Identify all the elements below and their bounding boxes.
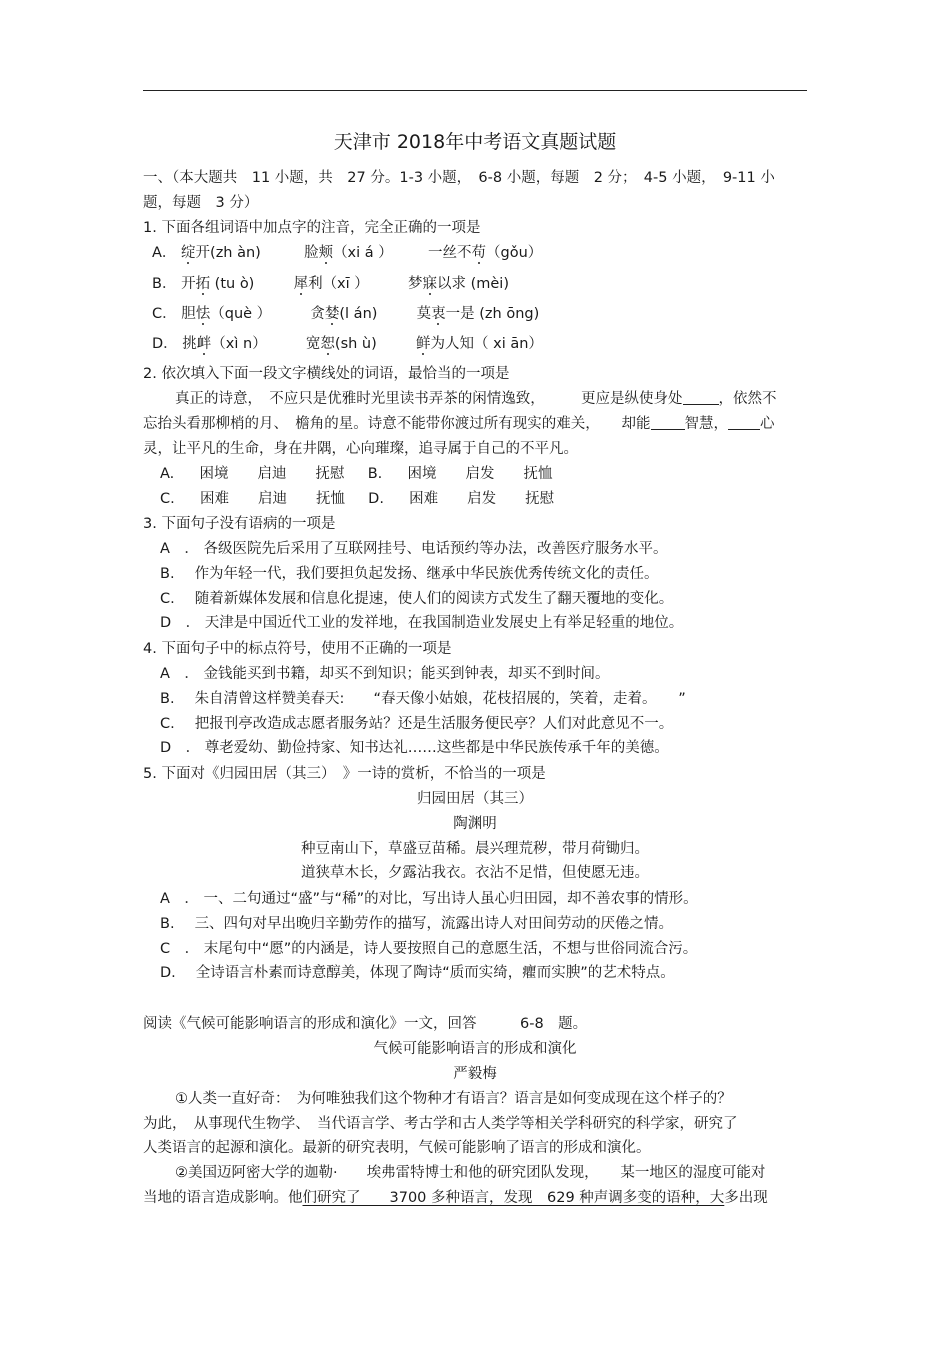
option-letter: A ． [160, 891, 199, 907]
passage-text: 多出现 [724, 1190, 768, 1206]
question-4-stem: 4. 下面句子中的标点符号，使用不正确的一项是 [143, 641, 452, 657]
poem-title: 归园田居（其三） [417, 791, 533, 807]
option-text: 一、二句通过“盛”与“稀”的对比，写出诗人虽心归田园，却不善农事的情形。 [203, 891, 698, 907]
q3-option-b [160, 564, 659, 584]
dotted-char: 犀 [293, 276, 309, 292]
dotted-char: 鲜 [416, 336, 431, 352]
q1-option-a [152, 243, 542, 263]
word-text: 贪 [310, 306, 325, 322]
option-text: 天津是中国近代工业的发祥地，在我国制造业发展史上有举足轻重的地位。 [204, 615, 684, 631]
option-letter: C. [160, 716, 175, 732]
option-text: 尊老爱幼、勤俭持家、知书达礼……这些都是中华民族传承千年的美德。 [204, 740, 669, 756]
option-text: 各级医院先后采用了互联网挂号、电话预约等办法，改善医疗服务水平。 [203, 541, 668, 557]
option-text: 把报刊亭改造成志愿者服务站？还是生活服务便民亭？人们对此意见不一。 [194, 716, 674, 732]
option-letter: D. [160, 965, 176, 981]
word-text: (l án) [339, 306, 378, 322]
option-text: 全诗语言朴素而诗意醇美，体现了陶诗“质而实绮，癯而实腴”的艺术特点。 [195, 965, 675, 981]
passage-text: 当地的语言造成影响。他 [143, 1190, 303, 1206]
option-letter: C． [152, 306, 177, 322]
q4-option-a [160, 664, 610, 684]
passage-text: 智慧， [684, 416, 728, 432]
poem-line-2: 道狭草木长，夕露沾我衣。衣沾不足惜，但使愿无违。 [301, 865, 649, 881]
word-text: (tu ò) [210, 276, 255, 292]
q5-option-a [160, 889, 698, 909]
option-letter: D ． [160, 740, 201, 756]
q3-option-c [160, 589, 673, 609]
option-letter: A． [152, 245, 177, 261]
q1-option-b [152, 274, 509, 294]
q1-option-d [152, 334, 543, 354]
q3-option-d [160, 613, 683, 633]
option-text: 作为年轻一代，我们要担负起发扬、继承中华民族优秀传统文化的责任。 [194, 566, 659, 582]
option-letter: A ． [160, 541, 199, 557]
fill-blank [683, 390, 719, 405]
option-text: 随着新媒体发展和信息化提速，使人们的阅读方式发生了翻天覆地的变化。 [194, 591, 674, 607]
dotted-char: 拓 [195, 276, 211, 292]
word-text: 莫 [416, 306, 432, 322]
article-para-1-line-3: 人类语言的起源和演化。最新的研究表明，气候可能影响了语言的形成和演化。 [143, 1140, 651, 1156]
word-text: 胆 [181, 306, 196, 322]
option-letter: B. [160, 566, 175, 582]
option-text: 末尾句中“愿”的内涵是，诗人要按照自己的意愿生活，不想与世俗同流合污。 [203, 941, 698, 957]
page-title: 天津市 2018年中考语文真题试题 [333, 131, 617, 153]
option-text: 朱自清曾这样赞美春天: “春天像小姑娘，花枝招展的，笑着，走着。 ” [194, 691, 686, 707]
passage-text: 真正的诗意， 不应只是优雅时光里读书弄茶的闲情逸致， 更应是纵使身处 [175, 391, 683, 407]
fill-blank [651, 415, 685, 430]
section-header: 一、（本大题共 11 小题，共 27 分。1-3 小题， 6-8 小题，每题 2 分； 4-5 小题， 9-11 小 [143, 170, 775, 186]
passage-text: ，依然不 [718, 391, 777, 407]
article-para-1-line-2: 为此， 从事现代生物学、 当代语言学、考古学和古人类学等相关学科研究的科学家，研究了 [143, 1116, 738, 1132]
word-text: （què ） [210, 306, 272, 322]
reading-intro: 阅读《气候可能影响语言的形成和演化》一文，回答 6-8 题。 [143, 1016, 588, 1032]
option-letter: D． [152, 336, 178, 352]
dotted-char: 怯 [195, 306, 211, 322]
q5-option-b [160, 914, 673, 934]
q5-option-c [160, 939, 697, 959]
word-text: （gǒu） [486, 245, 543, 261]
question-2-stem: 2. 依次填入下面一段文字横线处的词语，最恰当的一项是 [143, 366, 510, 382]
option-text: 困难 启迪 抚恤 [199, 491, 345, 507]
word-text: (sh ù) [334, 336, 377, 352]
word-text: 以求 (mèi) [437, 276, 509, 292]
q2-options-row-2 [160, 489, 554, 509]
option-text: 困境 启迪 抚慰 [199, 466, 345, 482]
dotted-char: 衷 [431, 306, 446, 322]
word-text: 开(zh àn) [195, 245, 261, 261]
article-para-1-line-1: ①人类一直好奇： 为何唯独我们这个物种才有语言？语言是如何变成现在这个样子的？ [175, 1091, 732, 1107]
q2-passage-line-2 [143, 414, 775, 434]
option-letter: C. [160, 491, 175, 507]
option-text: 困难 启发 抚慰 [409, 491, 555, 507]
q4-option-d [160, 738, 669, 758]
q2-passage-line-3: 灵，让平凡的生命，身在井隅，心向璀璨，追寻属于自己的不平凡。 [143, 441, 578, 457]
word-text: （xī ） [322, 276, 369, 292]
option-text: 困境 启发 抚恤 [407, 466, 553, 482]
option-letter: B． [152, 276, 177, 292]
word-text: 挑 [182, 336, 197, 352]
q2-options-row-1 [160, 464, 553, 484]
dotted-char: 颊 [318, 245, 334, 261]
dotted-char: 衅 [196, 336, 212, 352]
option-text: 金钱能买到书籍，却买不到知识；能买到钟表，却买不到时间。 [203, 666, 610, 682]
option-letter: D ． [160, 615, 201, 631]
option-letter: C ． [160, 941, 200, 957]
header-rule [143, 90, 807, 91]
word-text: 梦 [408, 276, 423, 292]
passage-text: 忘抬头看那柳梢的月、 檐角的星。诗意不能带你渡过所有现实的难关， 却能 [143, 416, 651, 432]
word-text: 开 [181, 276, 196, 292]
passage-text: 心 [760, 416, 775, 432]
option-letter: A ． [160, 666, 199, 682]
article-para-2-line-1: ②美国迈阿密大学的迦勒· 埃弗雷特博士和他的研究团队发现， 某一地区的湿度可能对 [175, 1165, 766, 1181]
q4-option-c [160, 714, 673, 734]
poem-line-1: 种豆南山下，草盛豆苗稀。晨兴理荒秽，带月荷锄归。 [301, 841, 649, 857]
word-text: 脸 [304, 245, 319, 261]
section-header-cont: 题，每题 3 分） [143, 195, 259, 211]
option-letter: B. [367, 466, 383, 482]
option-letter: D. [368, 491, 384, 507]
article-author: 严毅梅 [453, 1066, 497, 1082]
question-5-stem: 5. 下面对《归园田居（其三） 》一诗的赏析，不恰当的一项是 [143, 766, 546, 782]
dotted-char: 恕 [320, 336, 335, 352]
underlined-text: 们研究了 3700 多种语言，发现 629 种声调多变的语种，大 [302, 1190, 725, 1206]
q1-option-c [152, 304, 539, 324]
dotted-char: 寐 [422, 276, 437, 292]
word-text: 一是 (zh ōng) [445, 306, 540, 322]
q4-option-b [160, 689, 686, 709]
dotted-char: 婪 [324, 306, 340, 322]
word-text: 宽 [305, 336, 321, 352]
q3-option-a [160, 539, 668, 559]
word-text: 一丝不 [428, 245, 472, 261]
word-text: （xì n） [211, 336, 267, 352]
word-text: （xi á ） [333, 245, 393, 261]
poem-author: 陶渊明 [453, 816, 497, 832]
fill-blank [728, 415, 760, 430]
option-letter: B. [160, 916, 175, 932]
word-text: 利 [308, 276, 323, 292]
option-text: 三、四句对早出晚归辛勤劳作的描写，流露出诗人对田间劳动的厌倦之情。 [194, 916, 674, 932]
option-letter: B. [160, 691, 175, 707]
question-3-stem: 3. 下面句子没有语病的一项是 [143, 516, 336, 532]
article-para-2-line-2 [143, 1188, 768, 1208]
article-title: 气候可能影响语言的形成和演化 [373, 1041, 577, 1057]
option-letter: A. [160, 466, 175, 482]
dotted-char: 苟 [471, 245, 486, 261]
word-text: 为人知（ xi ān） [430, 336, 543, 352]
q5-option-d [160, 963, 675, 983]
question-1-stem: 1. 下面各组词语中加点字的注音，完全正确的一项是 [143, 220, 481, 236]
option-letter: C. [160, 591, 175, 607]
q2-passage-line-1 [175, 389, 777, 409]
dotted-char: 绽 [181, 245, 196, 261]
